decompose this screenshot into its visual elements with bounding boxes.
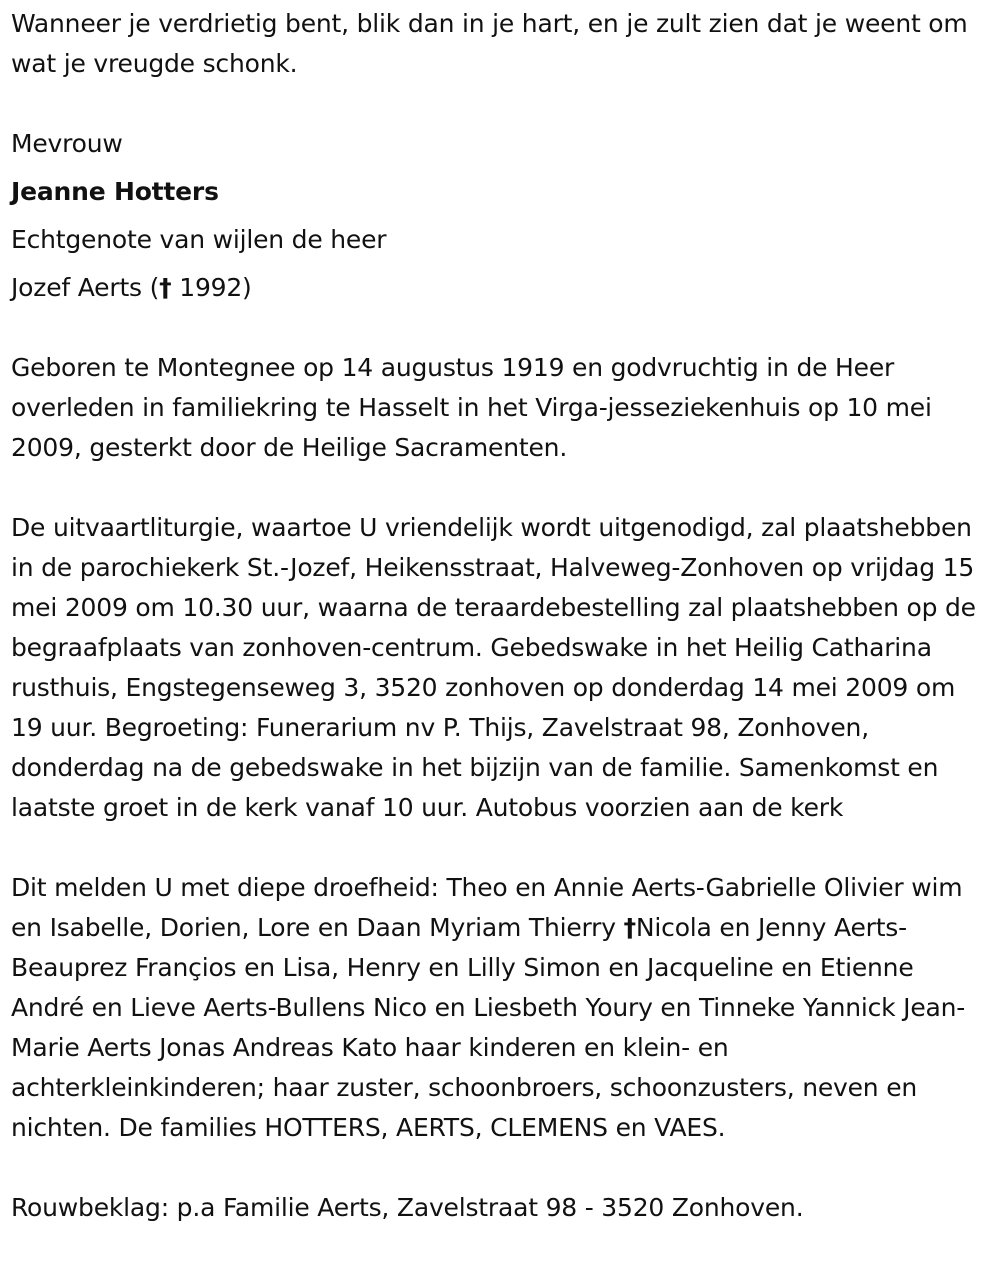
deceased-header [11,124,990,308]
announcement-part-1: Dit melden U met diepe droefheid: Theo en Annie Aerts-Gabrielle Olivier wim en Isabelle, Dorien, Lore en Daan Myriam Thierry [11,873,963,942]
funeral-details-paragraph: De uitvaartliturgie, waartoe U vriendelijk wordt uitgenodigd, zal plaatshebben in de parochiekerk St.-Jozef, Heikensstraat, Halveweg-Zonhoven op vrijdag 15 mei 2009 om 10.30 uur, waarna de teraardebestelling zal plaatshebben op de begraafplaats van zonhoven-centrum. Gebedswake in het Heilig Catharina rusthuis, Engstegenseweg 3, 3520 zonhoven op donderdag 14 mei 2009 om 19 uur. Begroeting: Funerarium nv P. Thijs, Zavelstraat 98, Zonhoven, donderdag na de gebedswake in het bijzijn van de familie. Samenkomst en laatste groet in de kerk vanaf 10 uur. Autobus voorzien aan de kerk [11,513,976,822]
spouse-death-year: 1992) [179,273,252,302]
condolences-address: Rouwbeklag: p.a Familie Aerts, Zavelstraat 98 - 3520 Zonhoven. [11,1193,804,1222]
spouse-name: Jozef Aerts ( [11,273,160,302]
relation-text: Echtgenote van wijlen de heer [11,225,387,254]
title-prefix: Mevrouw [11,129,123,158]
deceased-name: Jeanne Hotters [11,177,219,206]
announcement-part-2: Nicola en Jenny Aerts-Beauprez Françios en Lisa, Henry en Lilly Simon en Jacqueline en Etienne André en Lieve Aerts-Bullens Nico en Liesbeth Youry en Tinneke Yannick Jean-Marie Aerts Jonas Andreas Kato haar kinderen en klein- en achterkleinkinderen; haar zuster, schoonbroers, schoonzusters, neven en nichten. De families HOTTERS, AERTS, CLEMENS en VAES. [11,913,966,1142]
spouse-line [11,268,990,308]
birth-death-paragraph: Geboren te Montegnee op 14 augustus 1919 en godvruchtig in de Heer overleden in familiekring te Hasselt in het Virga-jesseziekenhuis op 10 mei 2009, gesterkt door de Heilige Sacramenten. [11,353,932,462]
cross-icon: † [623,913,636,942]
opening-quote: Wanneer je verdrietig bent, blik dan in je hart, en je zult zien dat je weent om wat je vreugde schonk. [11,9,968,78]
cross-icon: † [159,273,172,302]
announcement-paragraph [11,868,990,1148]
